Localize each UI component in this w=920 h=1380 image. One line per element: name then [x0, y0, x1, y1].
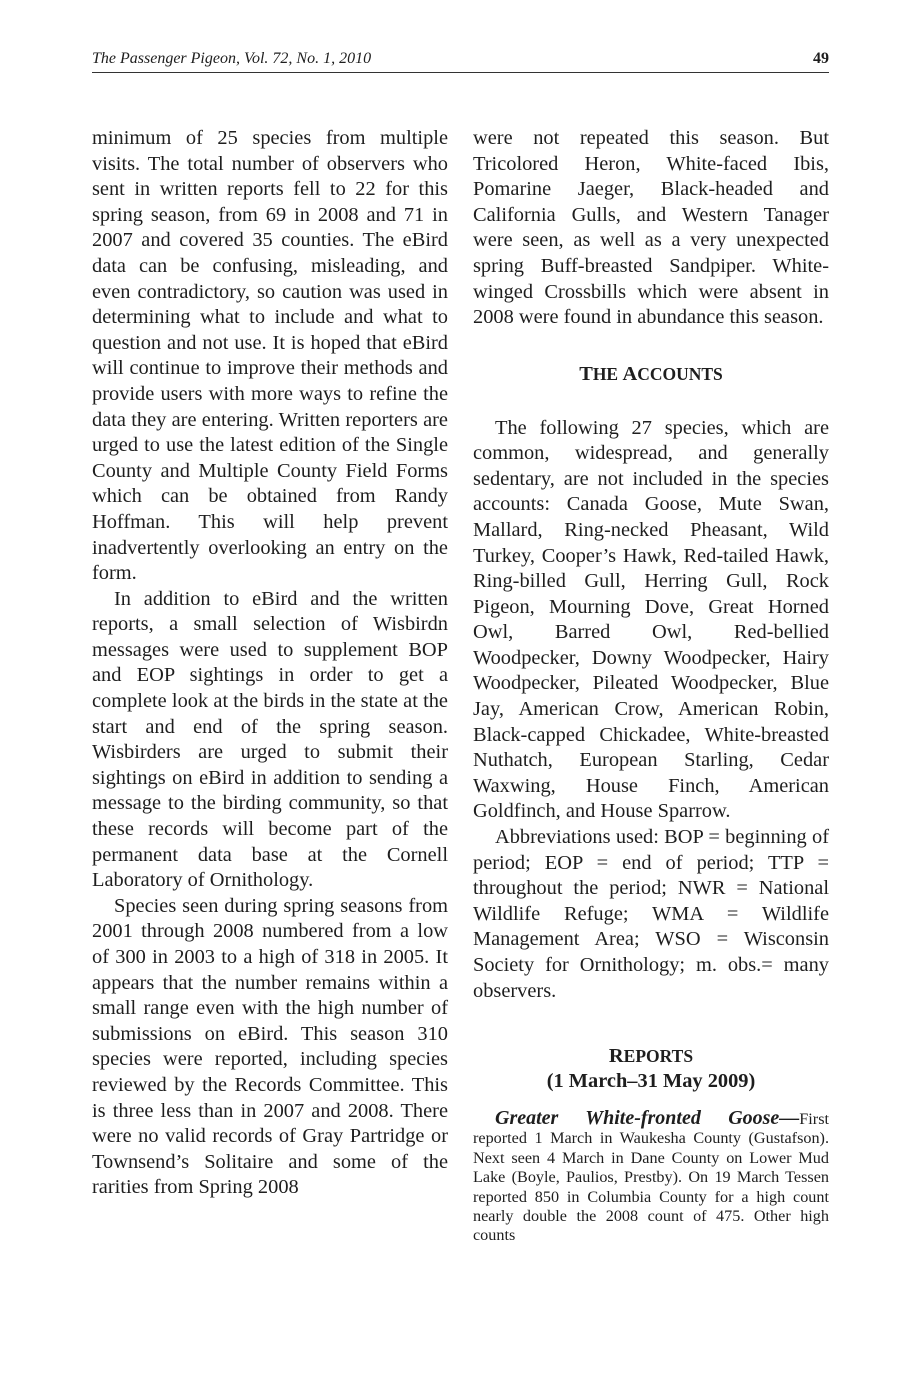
paragraph: Abbreviations used: BOP = beginning of period; EOP = end of period; TTP = throughout the period; NWR = National Wildlife Refuge; WMA = Wildlife Management Area; WSO = Wisconsin Society for Ornithology; m. obs.= many observers.	[473, 826, 829, 1002]
paragraph: Species seen during spring seasons from 2001 through 2008 numbered from a low of 300 in 2003 to a high of 318 in 2005. It appears that the number remains within a small range even with the high number of submissions on eBird. This season 310 species were reported, including species reviewed by the Records Committee. This is three less than in 2007 and 2008. There were no valid records of Gray Partridge or Townsend’s Solitaire and some of the rarities from Spring 2008	[92, 894, 448, 1199]
page-number: 49	[813, 50, 829, 67]
journal-title: The Passenger Pigeon, Vol. 72, No. 1, 2010	[92, 50, 372, 67]
right-column	[473, 126, 829, 1246]
paragraph: In addition to eBird and the written reports, a small selection of Wisbirdn messages were used to supplement BOP and EOP sightings in order to get a complete look at the birds in the state at the start and end of the spring season. Wisbirders are urged to submit their sightings on eBird in addition to sending a message to the birding community, so that these records will become part of the permanent data base at the Cornell Laboratory of Ornithology.	[92, 587, 448, 892]
running-header	[92, 50, 829, 73]
paragraph: The following 27 species, which are common, widespread, and generally sedentary, are not included in the species accounts: Canada Goose, Mute Swan, Mallard, Ring-necked Pheasant, Wild Turkey, Cooper’s Hawk, Red-tailed Hawk, Ring-billed Gull, Herring Gull, Rock Pigeon, Mourning Dove, Great Horned Owl, Barred Owl, Red-bellied Woodpecker, Downy Woodpecker, Hairy Woodpecker, Pileated Woodpecker, Blue Jay, American Crow, American Robin, Black-capped Chickadee, White-breasted Nuthatch, European Starling, Cedar Waxwing, House Finch, American Goldfinch, and House Sparrow.	[473, 416, 829, 823]
section-heading-accounts: THE ACCOUNTS	[579, 363, 723, 386]
species-account	[473, 1106, 829, 1246]
paragraph: were not repeated this season. But Tricolored Heron, White-faced Ibis, Pomarine Jaeger, Black-headed and California Gulls, and Western Tanager were seen, as well as a very unexpected spring Buff-breasted Sandpiper. White-winged Crossbills which were absent in 2008 were found in abundance this season.	[473, 127, 829, 329]
paragraph: minimum of 25 species from multiple visits. The total number of observers who sent in written reports fell to 22 for this spring season, from 69 in 2008 and 71 in 2007 and covered 35 counties. The eBird data can be confusing, misleading, and even contradictory, so caution was used in determining what to include and what to question and not use. It is hoped that eBird will continue to improve their methods and provide users with more ways to refine the data they are entering. Written reporters are urged to use the latest edition of the Single County and Multiple County Field Forms which can be obtained from Randy Hoffman. This will help prevent inadvertently overlooking an entry on the form.	[92, 127, 448, 585]
left-column	[92, 126, 448, 1201]
species-name: Greater White-fronted Goose—	[495, 1106, 800, 1129]
section-heading-reports: REPORTS	[608, 1044, 694, 1067]
reports-dates: (1 March–31 May 2009)	[546, 1070, 756, 1093]
species-text: First reported 1 March in Waukesha County (Gustafson). Next seen 4 March in Dane County on Lower Mud Lake (Boyle, Paulios, Prestby). On 19 March Tessen reported 850 in Columbia County for a high count nearly double the 2008 count of 475. Other high counts	[473, 1109, 829, 1245]
